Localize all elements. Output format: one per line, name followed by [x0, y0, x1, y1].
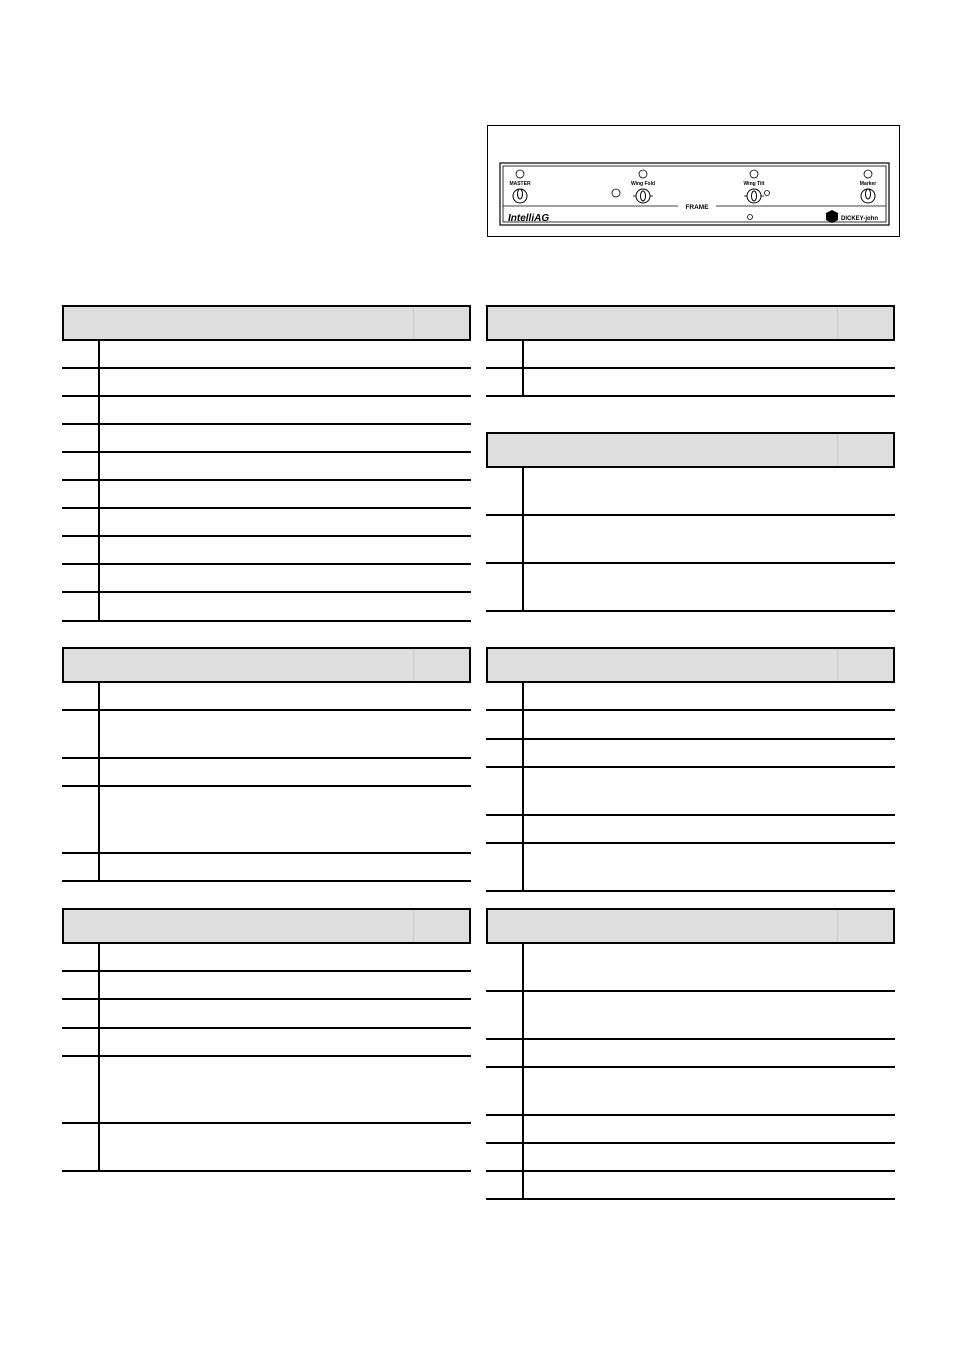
table-header: [486, 908, 895, 944]
led-frame-icon: [748, 215, 753, 220]
table-row: [486, 1068, 895, 1116]
table-row: [62, 711, 471, 759]
table-row: [486, 564, 895, 612]
table-row: [62, 481, 471, 509]
table-row: [486, 992, 895, 1040]
table-row: [486, 1116, 895, 1144]
table-row: [62, 759, 471, 787]
table-row: [62, 944, 471, 972]
table-row: [62, 425, 471, 453]
table-row: [486, 369, 895, 397]
wing-fold-label: Wing Fold: [630, 181, 656, 187]
table-row: [62, 537, 471, 565]
table-row: [62, 787, 471, 854]
wing-tilt-toggle-switch-icon: [744, 189, 764, 203]
intelliag-logo: IntelliAG: [508, 213, 550, 224]
dickey-john-logo-icon: [826, 210, 838, 223]
table-header: [62, 647, 471, 683]
table-header: [486, 647, 895, 683]
master-label: MASTER: [509, 181, 531, 187]
table-row: [486, 816, 895, 844]
table-row: [486, 468, 895, 516]
table-row: [486, 768, 895, 816]
table-header: [486, 305, 895, 341]
table-t4: [486, 305, 895, 397]
wing-tilt-label: Wing Tilt: [743, 181, 765, 187]
master-toggle-switch-icon: [513, 189, 527, 203]
table-row: [62, 341, 471, 369]
table-row: [486, 683, 895, 711]
table-t5: [486, 432, 895, 612]
table-t7: [486, 908, 895, 1200]
table-row: [486, 1144, 895, 1172]
table-row: [486, 1172, 895, 1200]
table-row: [62, 1124, 471, 1172]
table-header: [62, 908, 471, 944]
table-row: [62, 683, 471, 711]
table-header: [486, 432, 895, 468]
table-row: [62, 397, 471, 425]
table-row: [62, 453, 471, 481]
control-panel-svg: [488, 126, 899, 236]
brand-label: DICKEY-john: [841, 216, 878, 222]
table-header: [62, 305, 471, 341]
table-row: [62, 565, 471, 593]
frame-label: FRAME: [685, 204, 709, 211]
wing-fold-toggle-switch-icon: [633, 189, 653, 203]
table-t6: [486, 647, 895, 892]
table-row: [486, 341, 895, 369]
led-wing-fold-icon: [639, 170, 647, 178]
table-row: [62, 509, 471, 537]
table-row: [486, 1040, 895, 1068]
table-row: [62, 1029, 471, 1057]
led-marker-icon: [864, 170, 872, 178]
table-t1: [62, 305, 471, 622]
table-row: [486, 844, 895, 892]
marker-label: Marker: [859, 181, 877, 187]
led-master-icon: [516, 170, 524, 178]
led-small-icon: [765, 191, 770, 196]
table-row: [62, 972, 471, 1000]
table-row: [62, 369, 471, 397]
marker-toggle-switch-icon: [861, 189, 875, 203]
led-wing-tilt-icon: [750, 170, 758, 178]
table-t3: [62, 908, 471, 1172]
table-row: [486, 711, 895, 740]
led-aux-icon: [612, 189, 620, 197]
table-row: [62, 1057, 471, 1124]
control-panel-illustration: [487, 125, 900, 237]
table-t2: [62, 647, 471, 882]
table-row: [486, 516, 895, 564]
table-row: [486, 944, 895, 992]
table-row: [62, 854, 471, 882]
table-row: [62, 1000, 471, 1029]
table-row: [62, 593, 471, 622]
table-row: [486, 740, 895, 768]
